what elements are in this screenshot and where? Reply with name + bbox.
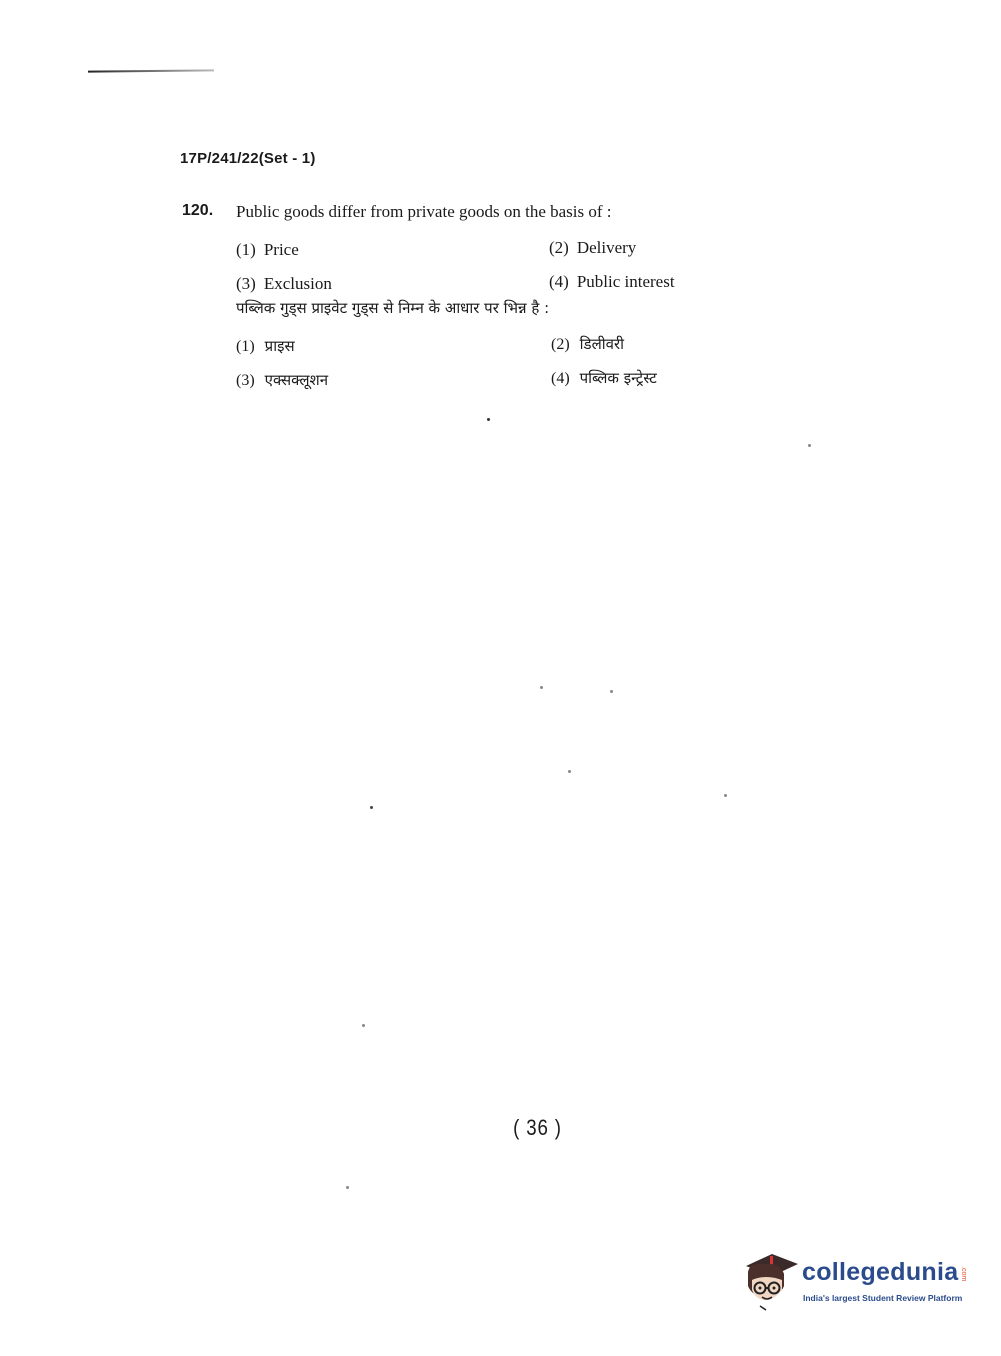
scan-speck [362,1024,365,1027]
collegedunia-watermark-logo [740,1248,980,1318]
brand-domain-suffix: .com [960,1266,967,1282]
question-text-english: Public goods differ from private goods on the basis of : [236,202,612,221]
paper-code: 17P/241/22(Set - 1) [180,150,316,167]
question-text-hindi: पब्लिक गुड्स प्राइवेट गुड्स से निम्न के आधार पर भिन्न है : [236,299,550,317]
option-3-english [236,274,332,294]
option-number: (1) [236,338,255,355]
option-number: (4) [549,272,569,291]
page-number: ( 36 ) [513,1115,562,1140]
option-label: पब्लिक इन्ट्रेस्ट [579,369,657,387]
option-2-english [549,238,636,258]
scan-speck [610,690,613,693]
option-number: (3) [236,274,256,293]
scan-speck [808,444,811,447]
brand-tagline: India's largest Student Review Platform [803,1293,963,1303]
scan-speck [568,770,571,773]
scan-speck [724,794,727,797]
option-number: (2) [549,238,569,257]
option-3-hindi [236,370,328,390]
question-number: 120. [182,202,214,219]
option-label: Public interest [576,272,675,291]
scan-speck [370,806,373,809]
scan-edge-line [88,69,214,72]
option-label: Delivery [576,238,637,257]
option-number: (1) [236,240,256,259]
option-label: डिलीवरी [579,335,624,353]
scan-speck [487,418,490,421]
option-number: (4) [551,370,570,387]
option-label: एक्सक्लूशन [264,371,329,389]
mascot-icon [740,1250,800,1312]
scan-speck [540,686,543,689]
option-label: प्राइस [264,337,295,355]
option-1-english [236,240,299,260]
option-4-hindi [551,368,657,388]
option-label: Price [263,240,299,259]
scan-speck [346,1186,349,1189]
option-number: (2) [551,336,570,353]
option-number: (3) [236,372,255,389]
option-2-hindi [551,334,624,354]
option-label: Exclusion [263,274,332,293]
option-4-english [549,272,675,292]
option-1-hindi [236,336,295,356]
brand-name: collegedunia [802,1258,959,1286]
